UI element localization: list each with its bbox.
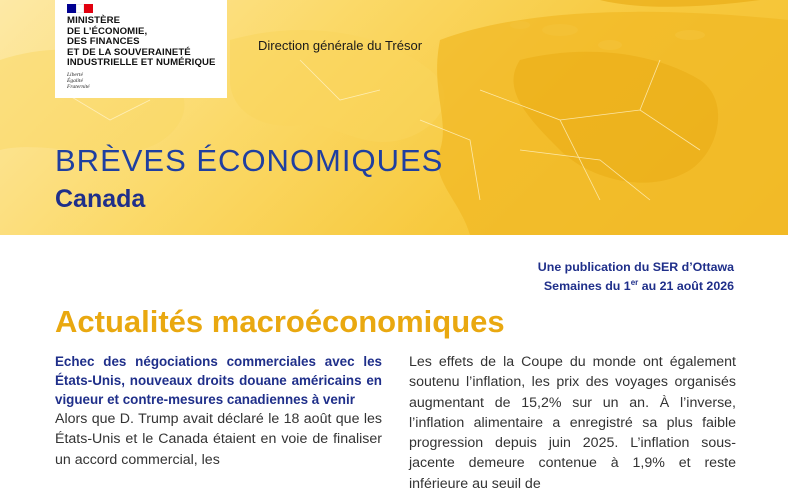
direction-label: Direction générale du Trésor: [258, 38, 423, 53]
header-banner: [0, 0, 788, 235]
ministry-line: DES FINANCES: [67, 36, 140, 48]
article-body-left: Alors que D. Trump avait déclaré le 18 août que les États-Unis et le Canada étaient en voie de finaliser un accord commercial, les: [55, 411, 382, 468]
right-column: [409, 352, 736, 494]
french-flag-icon: [67, 4, 93, 13]
ministry-line: ET DE LA SOUVERAINETÉ: [67, 46, 191, 58]
publication-dates: [538, 277, 734, 296]
motto-line: Fraternité: [67, 84, 90, 91]
motto-line: Liberté: [67, 72, 83, 78]
publication-info: [538, 258, 734, 296]
ministry-line: DE L’ÉCONOMIE,: [67, 25, 148, 37]
dates-suffix: au 21 août 2026: [638, 279, 734, 293]
ministry-logo: [55, 0, 227, 98]
article-title: Echec des négociations commerciales avec les États-Unis, nouveaux droits douane américains en vigueur et contre-mesures canadiennes à venir: [55, 354, 382, 407]
flag-stripe-blue: [67, 4, 76, 13]
ministry-line: INDUSTRIELLE ET NUMÉRIQUE: [67, 57, 216, 69]
dates-prefix: Semaines du 1: [543, 279, 631, 293]
ministry-name: [67, 16, 225, 69]
page-title: BRÈVES ÉCONOMIQUES: [55, 143, 444, 178]
flag-stripe-white: [76, 4, 85, 13]
ministry-line: MINISTÈRE: [67, 15, 121, 26]
republic-motto: [67, 72, 90, 91]
publication-line: Une publication du SER d’Ottawa: [537, 260, 734, 274]
flag-stripe-red: [84, 4, 93, 13]
page-subtitle: Canada: [55, 185, 146, 213]
section-title: Actualités macroéconomiques: [55, 304, 505, 339]
left-column: [55, 352, 382, 470]
dates-superscript: er: [630, 277, 639, 287]
motto-line: Égalité: [67, 78, 83, 85]
article-body-right: Les effets de la Coupe du monde ont également soutenu l’inflation, les prix des voyages organisés augmentant de 15,2% sur un an. À l’inverse, l’inflation alimentaire a enregistré sa plus faible progression depuis juin 2025. L’inflation sous-jacente demeure contenue à 1,9% et reste inférieure au seuil de: [409, 354, 736, 492]
